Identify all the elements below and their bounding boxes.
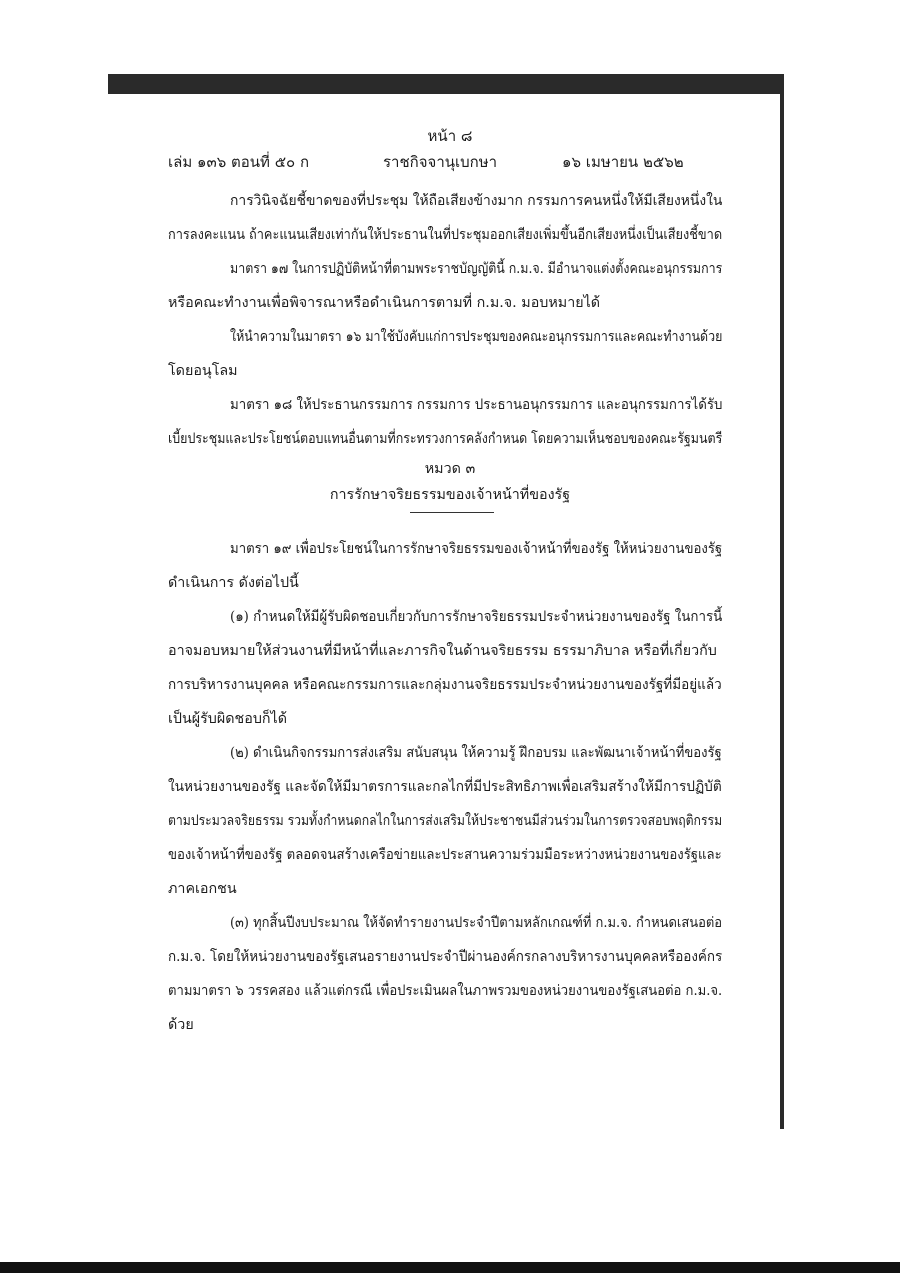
text-line: การบริหารงานบุคคล หรือคณะกรรมการและกลุ่มงานจริยธรรมประจำหน่วยงานของรัฐที่มีอยู่แล้ว — [168, 677, 722, 693]
text-line: ตามมาตรา ๖ วรรคสอง แล้วแต่กรณี เพื่อประเมินผลในภาพรวมของหน่วยงานของรัฐเสนอต่อ ก.ม.จ. — [168, 983, 723, 999]
text-line: ดำเนินการ ดังต่อไปนี้ — [168, 575, 299, 591]
scan-top-border — [108, 74, 784, 94]
text-line: (๑) กำหนดให้มีผู้รับผิดชอบเกี่ยวกับการรักษาจริยธรรมประจำหน่วยงานของรัฐ ในการนี้ — [230, 609, 723, 625]
text-line: ตามประมวลจริยธรรม รวมทั้งกำหนดกลไกในการส่งเสริมให้ประชาชนมีส่วนร่วมในการตรวจสอบพฤติกรรม — [168, 813, 723, 829]
scan-right-border — [780, 74, 784, 1129]
text-line: มาตรา ๑๘ ให้ประธานกรรมการ กรรมการ ประธานอนุกรรมการ และอนุกรรมการได้รับ — [230, 397, 723, 413]
text-line: (๓) ทุกสิ้นปีงบประมาณ ให้จัดทำรายงานประจำปีตามหลักเกณฑ์ที่ ก.ม.จ. กำหนดเสนอต่อ — [230, 915, 723, 931]
chapter-title: การรักษาจริยธรรมของเจ้าหน้าที่ของรัฐ — [329, 487, 571, 503]
text-line: โดยอนุโลม — [168, 363, 238, 379]
text-line: อาจมอบหมายให้ส่วนงานที่มีหน้าที่และภารกิจในด้านจริยธรรม ธรรมาภิบาล หรือที่เกี่ยวกับ — [168, 643, 717, 659]
chapter-underline — [410, 512, 494, 513]
text-line: การวินิจฉัยชี้ขาดของที่ประชุม ให้ถือเสียงข้างมาก กรรมการคนหนึ่งให้มีเสียงหนึ่งใน — [230, 193, 723, 209]
volume-issue: เล่ม ๑๓๖ ตอนที่ ๕๐ ก — [168, 153, 310, 171]
text-line: ภาคเอกชน — [168, 881, 237, 897]
text-line: เบี้ยประชุมและประโยชน์ตอบแทนอื่นตามที่กระทรวงการคลังกำหนด โดยความเห็นชอบของคณะรัฐมนตรี — [168, 431, 723, 447]
publication-date: ๑๖ เมษายน ๒๕๖๒ — [562, 153, 684, 171]
text-line: ด้วย — [168, 1017, 194, 1033]
text-line: เป็นผู้รับผิดชอบก็ได้ — [168, 711, 288, 727]
text-line: มาตรา ๑๙ เพื่อประโยชน์ในการรักษาจริยธรรมของเจ้าหน้าที่ของรัฐ ให้หน่วยงานของรัฐ — [230, 541, 723, 557]
text-line: ให้นำความในมาตรา ๑๖ มาใช้บังคับแก่การประชุมของคณะอนุกรรมการและคณะทำงานด้วย — [230, 329, 723, 345]
text-line: ของเจ้าหน้าที่ของรัฐ ตลอดจนสร้างเครือข่ายและประสานความร่วมมือระหว่างหน่วยงานของรัฐและ — [168, 847, 722, 863]
page-number: หน้า ๘ — [427, 127, 473, 145]
chapter-number: หมวด ๓ — [424, 461, 476, 477]
text-line: ก.ม.จ. โดยให้หน่วยงานของรัฐเสนอรายงานประจำปีผ่านองค์กรกลางบริหารงานบุคคลหรือองค์กร — [168, 949, 723, 965]
text-line: มาตรา ๑๗ ในการปฏิบัติหน้าที่ตามพระราชบัญญัตินี้ ก.ม.จ. มีอำนาจแต่งตั้งคณะอนุกรรมการ — [230, 261, 723, 277]
gazette-name: ราชกิจจานุเบกษา — [383, 153, 498, 171]
text-line: (๒) ดำเนินกิจกรรมการส่งเสริม สนับสนุน ให้ความรู้ ฝึกอบรม และพัฒนาเจ้าหน้าที่ของรัฐ — [230, 745, 722, 761]
text-line: ในหน่วยงานของรัฐ และจัดให้มีมาตรการและกลไกที่มีประสิทธิภาพเพื่อเสริมสร้างให้มีการปฏิบัติ — [168, 779, 722, 795]
scan-bottom-border — [0, 1262, 900, 1273]
text-line: หรือคณะทำงานเพื่อพิจารณาหรือดำเนินการตามที่ ก.ม.จ. มอบหมายได้ — [168, 295, 601, 311]
text-line: การลงคะแนน ถ้าคะแนนเสียงเท่ากันให้ประธานในที่ประชุมออกเสียงเพิ่มขึ้นอีกเสียงหนึ่งเป็นเสียงชี้ขาด — [168, 227, 723, 243]
